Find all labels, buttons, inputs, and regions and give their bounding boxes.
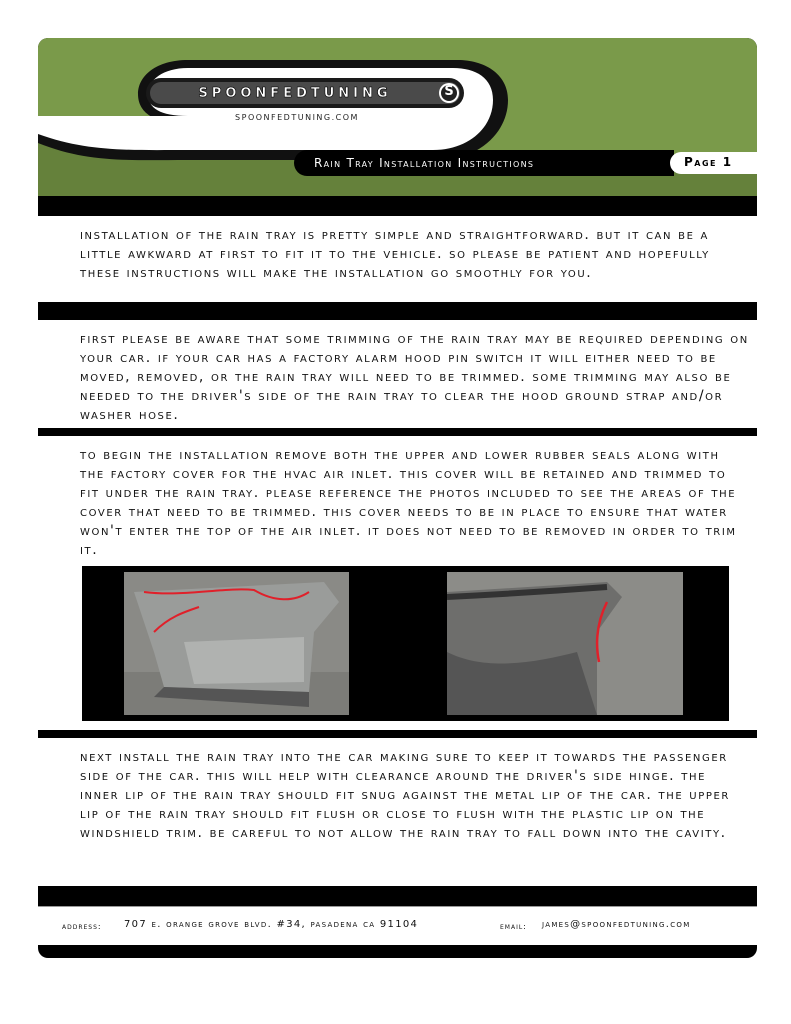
intro-section xyxy=(38,216,757,302)
removal-paragraph: to begin the installation remove both the upper and lower rubber seals along with the factory cover for the hvac air inlet. this cover will be retained and trimmed to fit under the rain tray. please reference the photos included to see the areas of the cover that need to be trimmed. this cover needs to be in place to ensure that water won't enter the top of the air inlet. it does not need to be removed in order to trim it. xyxy=(80,447,737,558)
page-footer xyxy=(38,906,757,945)
page-title: Rain Tray Installation Instructions xyxy=(314,156,535,170)
install-paragraph: next install the rain tray into the car making sure to keep it towards the passenger side of the car. this will help with clearance around the driver's side hinge. the inner lip of the rain tray should fit snug against the metal lip of the car. the upper lip of the rain tray should fit flush or close to flush with the plastic lip on the windshield trim. be careful to not allow the rain tray to fall down into the cavity. xyxy=(80,749,730,841)
photo-strip xyxy=(82,566,729,721)
site-url: SPOONFEDTUNING.COM xyxy=(235,113,359,122)
logo-badge-icon: S xyxy=(444,84,454,99)
intro-paragraph: installation of the rain tray is pretty simple and straightforward. but it can be a little awkward at first to fit it to the vehicle. so please be patient and hopefully these instructions will make the installation go smoothly for you. xyxy=(80,227,710,281)
logo-wordmark: SPOONFEDTUNING xyxy=(198,86,392,101)
cover-trim-photo-right xyxy=(447,572,683,715)
title-bar xyxy=(294,150,674,176)
trimming-paragraph: first please be aware that some trimming of the rain tray may be required depending on your car. if your car has a factory alarm hood pin switch it will either need to be moved, removed, or the rain tray will need to be trimmed. some trimming may also be needed to the driver's side of the rain tray to clear the hood ground strap and/or washer hose. xyxy=(80,331,749,423)
email-value[interactable]: james@spoonfedtuning.com xyxy=(542,919,691,930)
address-value: 707 e. orange grove blvd. #34, pasadena ca 91104 xyxy=(124,919,419,930)
page-header xyxy=(38,38,757,196)
install-section xyxy=(38,738,757,886)
instruction-page xyxy=(38,38,757,958)
trimming-section xyxy=(38,320,757,428)
page-number-badge xyxy=(670,152,757,174)
page-number: Page 1 xyxy=(684,155,733,169)
email-label: email: xyxy=(500,922,527,931)
cover-trim-photo-left xyxy=(124,572,349,715)
address-label: address: xyxy=(62,922,102,931)
